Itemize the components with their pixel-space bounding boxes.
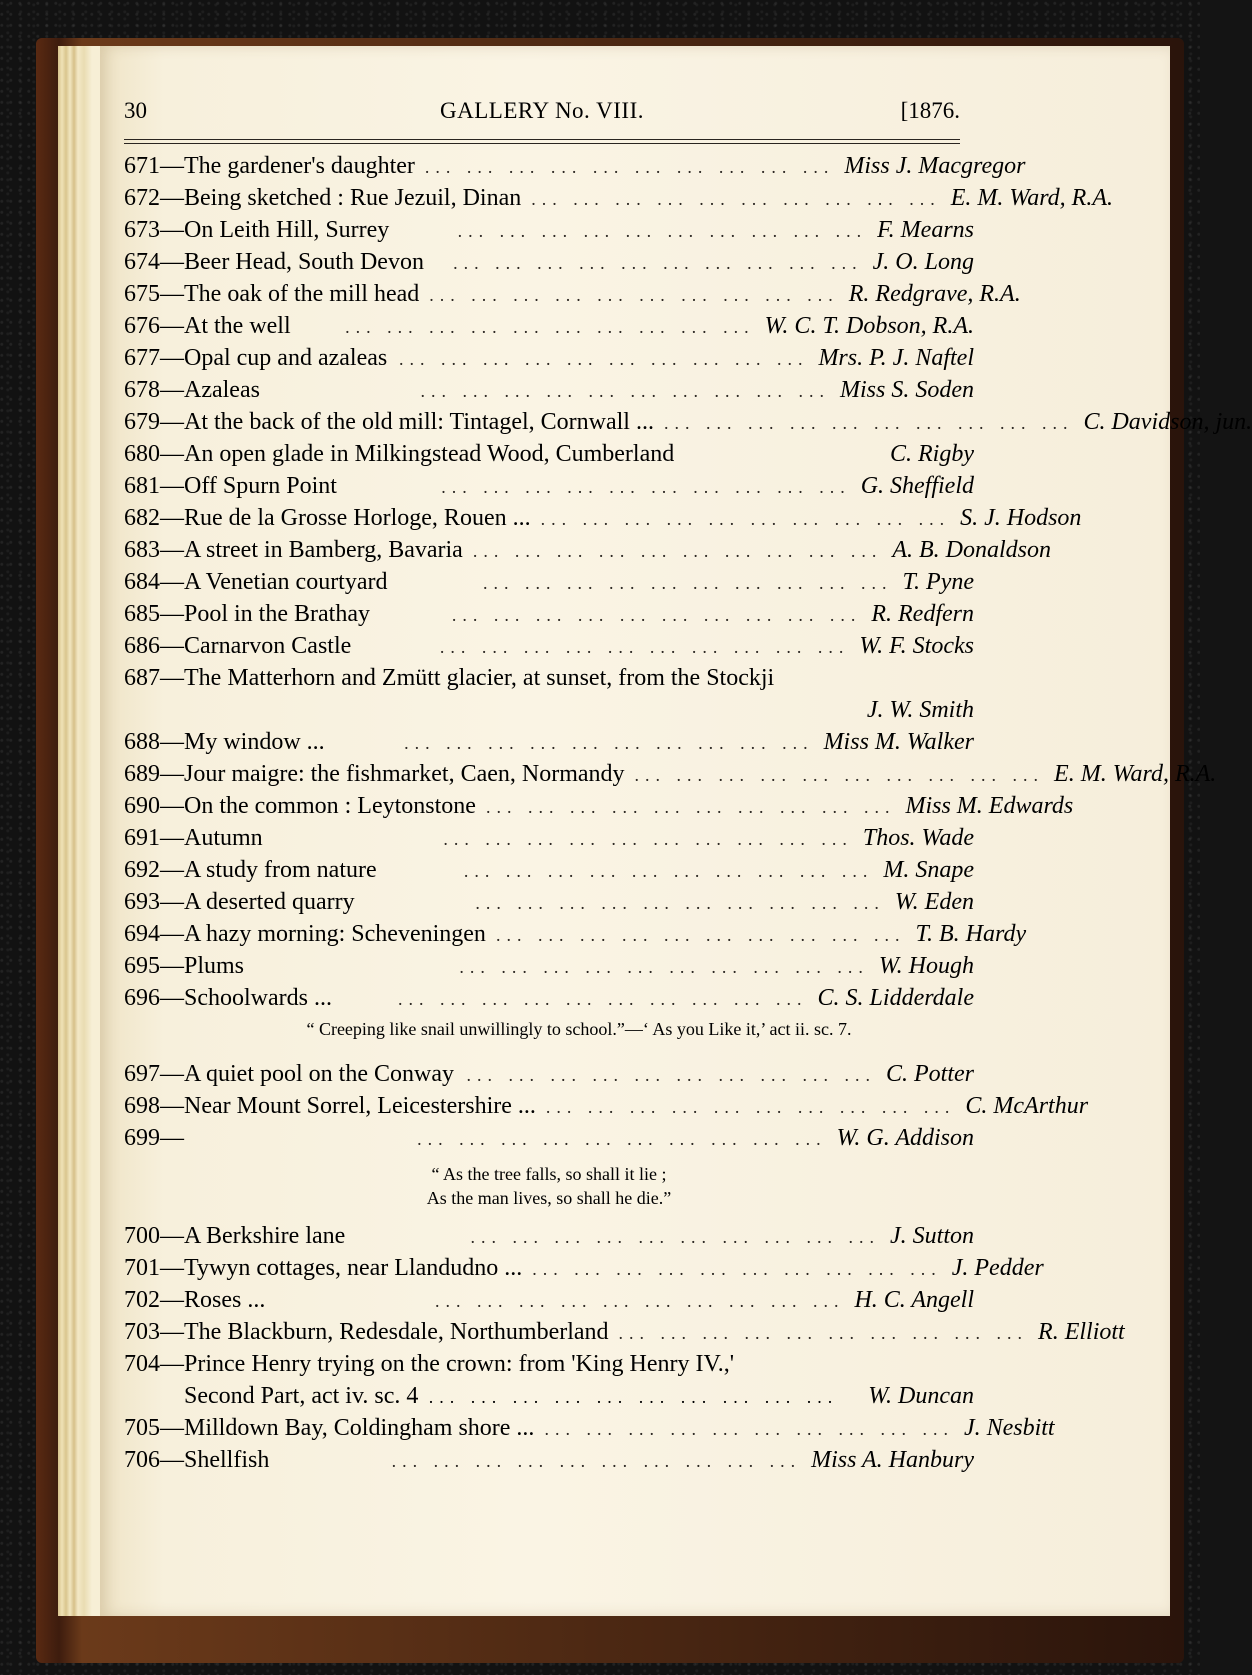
header-rule [124, 139, 960, 140]
entry-title: A Berkshire lane [184, 1223, 346, 1249]
entry-number: 689 [124, 761, 160, 787]
entry-artist: C. Potter [886, 1061, 974, 1087]
catalogue-entry [124, 1444, 974, 1476]
catalogue-entry [124, 918, 1027, 950]
entry-number: 696 [124, 985, 160, 1011]
entry-dash: — [160, 281, 184, 307]
entry-title: Plums [184, 953, 245, 979]
entry-number: 702 [124, 1287, 160, 1313]
catalogue-entry [124, 246, 974, 278]
leader-dots: ... ... ... ... ... ... ... ... ... ... [531, 189, 941, 209]
entry-artist: E. M. Ward, R.A. [950, 185, 1113, 211]
entry-artist: C. S. Lidderdale [817, 985, 974, 1011]
entry-title: On the common : Leytonstone [184, 793, 476, 819]
leader-dots: ... ... ... ... ... ... ... ... ... ... [545, 1097, 956, 1117]
leader-dots: ... ... ... ... ... ... ... ... ... ... [424, 157, 835, 177]
catalogue-entry [124, 1348, 974, 1380]
leader-dots: ... ... ... ... ... ... ... ... ... ... [532, 1259, 942, 1279]
entry-artist: J. O. Long [872, 249, 974, 275]
entry-artist: H. C. Angell [854, 1287, 974, 1313]
catalogue-entry [124, 1220, 974, 1252]
entry-title: The gardener's daughter [184, 153, 415, 179]
entry-title: At the back of the old mill: Tintagel, Cornwall ... [184, 409, 654, 435]
leader-dots: ... ... ... ... ... ... ... ... ... ... [663, 413, 1074, 433]
entry-title: Azaleas [184, 377, 260, 403]
entry-quote: “ Creeping like snail unwillingly to school.”—‘ As you Like it,’ act ii. sc. 7. [306, 1019, 852, 1039]
entry-dash: — [160, 1093, 184, 1119]
entry-title-continuation [124, 1380, 974, 1412]
entry-number: 694 [124, 921, 160, 947]
entry-dash: — [160, 1255, 184, 1281]
entry-title: At the well [184, 313, 291, 339]
quote-line: As the man lives, so shall he die.” [426, 1188, 672, 1208]
leader-dots: ... ... ... ... ... ... ... ... ... ... [459, 957, 869, 977]
entry-artist: Miss M. Walker [823, 729, 974, 755]
leader-dots: ... ... ... ... ... ... ... ... ... ... [472, 541, 883, 561]
leader-dots: ... ... ... ... ... ... ... ... ... ... [485, 797, 896, 817]
catalogue-entry [124, 150, 1026, 182]
entry-title: Milldown Bay, Coldingham shore ... [184, 1415, 535, 1441]
entry-title: Schoolwards ... [184, 985, 332, 1011]
catalogue-entry [124, 630, 974, 662]
entry-dash: — [160, 185, 184, 211]
entry-artist: J. W. Smith [866, 697, 974, 723]
entry-number: 678 [124, 377, 160, 403]
entry-dash: — [160, 473, 184, 499]
entry-number: 699 [124, 1125, 160, 1151]
entry-artist: C. McArthur [965, 1093, 1089, 1119]
entry-number: 671 [124, 153, 160, 179]
entry-title: Tywyn cottages, near Llandudno ... [184, 1255, 523, 1281]
entry-dash: — [160, 793, 184, 819]
entry-artist: Miss A. Hanbury [811, 1447, 974, 1473]
entry-artist: Thos. Wade [862, 825, 974, 851]
quote-line: “ As the tree falls, so shall it lie ; [431, 1164, 667, 1184]
entry-title: Pool in the Brathay [184, 601, 370, 627]
leader-dots: ... ... ... ... ... ... ... ... ... ... [618, 1323, 1029, 1343]
entry-dash: — [160, 761, 184, 787]
leader-dots: ... ... ... ... ... ... ... ... ... ... [345, 317, 755, 337]
catalogue-entry [124, 886, 974, 918]
entry-dash: — [160, 1223, 184, 1249]
entry-artist: E. M. Ward, R.A. [1054, 761, 1217, 787]
entry-title: Being sketched : Rue Jezuil, Dinan [184, 185, 522, 211]
leader-dots: ... ... ... ... ... ... ... ... ... ... [404, 733, 814, 753]
entry-dash: — [160, 921, 184, 947]
entry-title: A study from nature [184, 857, 377, 883]
entry-number: 688 [124, 729, 160, 755]
entry-artist: Miss M. Edwards [905, 793, 1074, 819]
entry-number: 683 [124, 537, 160, 563]
entry-number: 686 [124, 633, 160, 659]
entry-title: Autumn [184, 825, 263, 851]
entry-artist: W. G. Addison [836, 1125, 974, 1151]
leader-dots: ... ... ... ... ... ... ... ... ... ... [470, 1227, 880, 1247]
leader-dots: ... ... ... ... ... ... ... ... ... ... [443, 829, 853, 849]
entry-title: A Venetian courtyard [184, 569, 388, 595]
entry-title: A quiet pool on the Conway [184, 1061, 454, 1087]
entry-artist: J. Pedder [951, 1255, 1044, 1281]
leader-dots: ... ... ... ... ... ... ... ... ... ... [398, 349, 809, 369]
header-rule-thin [124, 143, 960, 144]
entry-dash: — [160, 345, 184, 371]
catalogue-entry [124, 470, 974, 502]
entry-title: A hazy morning: Scheveningen [184, 921, 486, 947]
entry-title: My window ... [184, 729, 325, 755]
catalogue-entry [124, 790, 1074, 822]
entry-dash: — [160, 889, 184, 915]
entry-dash: — [160, 953, 184, 979]
entry-number: 700 [124, 1223, 160, 1249]
entry-artist: J. Nesbitt [963, 1415, 1055, 1441]
entry-title: Off Spurn Point [184, 473, 337, 499]
entry-dash: — [160, 313, 184, 339]
entry-title: On Leith Hill, Surrey [184, 217, 390, 243]
entry-title: Carnarvon Castle [184, 633, 352, 659]
catalogue-entry [124, 1412, 1055, 1444]
entry-number: 705 [124, 1415, 160, 1441]
entry-dash: — [160, 857, 184, 883]
entry-dash: — [160, 217, 184, 243]
entry-number: 676 [124, 313, 160, 339]
entry-number: 698 [124, 1093, 160, 1119]
entry-dash: — [160, 985, 184, 1011]
entry-title-cont: Second Part, act iv. sc. 4 [184, 1383, 419, 1409]
leader-dots: ... ... ... ... ... ... ... ... ... ... [634, 765, 1045, 785]
leader-dots: ... ... ... ... ... ... ... ... ... ... [420, 381, 830, 401]
entry-dash: — [160, 1319, 184, 1345]
catalogue-entry [124, 374, 974, 406]
entry-number: 681 [124, 473, 160, 499]
entry-dash: — [160, 633, 184, 659]
entry-dash: — [160, 377, 184, 403]
catalogue-entry [124, 1058, 974, 1090]
entry-artist: C. Davidson, jun. [1083, 409, 1252, 435]
catalogue-entry [124, 406, 1252, 438]
entry-dash: — [160, 537, 184, 563]
entry-artist: J. Sutton [890, 1223, 974, 1249]
leader-dots: ... ... ... ... ... ... ... ... ... ... [482, 573, 893, 593]
entry-artist: Miss S. Soden [840, 377, 974, 403]
catalogue-entry [124, 502, 1082, 534]
entry-artist: R. Redfern [871, 601, 974, 627]
entry-number: 701 [124, 1255, 160, 1281]
entry-title: Prince Henry trying on the crown: from 'King Henry IV.,' [184, 1351, 735, 1377]
entry-title: Jour maigre: the fishmarket, Caen, Normandy [184, 761, 625, 787]
entry-artist: F. Mearns [877, 217, 974, 243]
entry-artist: S. J. Hodson [960, 505, 1082, 531]
entry-title: An open glade in Milkingstead Wood, Cumberland [184, 441, 675, 467]
entry-dash: — [160, 409, 184, 435]
leader-dots: ... ... ... ... ... ... ... ... ... ... [495, 925, 906, 945]
entry-artist: W. F. Stocks [859, 633, 974, 659]
entry-dash: — [160, 569, 184, 595]
entry-artist: T. Pyne [902, 569, 974, 595]
entry-number: 687 [124, 665, 160, 691]
entry-artist: Mrs. P. J. Naftel [818, 345, 974, 371]
entry-dash: — [160, 1125, 184, 1151]
page-number: 30 [124, 98, 147, 123]
entry-title: The Blackburn, Redesdale, Northumberland [184, 1319, 609, 1345]
entry-dash: — [160, 825, 184, 851]
leader-dots: ... ... ... ... ... ... ... ... ... ... [434, 1291, 845, 1311]
catalogue-entry [124, 278, 1021, 310]
entry-dash: — [160, 441, 184, 467]
entry-artist: R. Elliott [1038, 1319, 1125, 1345]
year: [1876. [900, 98, 960, 123]
entry-title: Roses ... [184, 1287, 266, 1313]
catalogue-entry [124, 214, 974, 246]
entry-number: 685 [124, 601, 160, 627]
entry-title: A street in Bamberg, Bavaria [184, 537, 463, 563]
entry-artist: W. C. T. Dobson, R.A. [764, 313, 974, 339]
entry-artist: Miss J. Macgregor [844, 153, 1026, 179]
leader-dots: ... ... ... ... ... ... ... ... ... ... [417, 1129, 827, 1149]
entry-artist: G. Sheffield [860, 473, 974, 499]
entry-number: 695 [124, 953, 160, 979]
entry-dash: — [160, 153, 184, 179]
entry-number: 691 [124, 825, 160, 851]
leader-dots: ... ... ... ... ... ... ... ... ... ... [544, 1419, 954, 1439]
leader-dots: ... ... ... ... ... ... ... ... ... ... [429, 285, 839, 305]
gallery-title: GALLERY No. VIII. [440, 98, 644, 123]
entry-title: The oak of the mill head [184, 281, 420, 307]
entry-number: 703 [124, 1319, 160, 1345]
catalogue-entry [124, 438, 974, 470]
catalogue-entry [124, 598, 974, 630]
entry-dash: — [160, 1415, 184, 1441]
leader-dots: ... ... ... ... ... ... ... ... ... ... [398, 989, 808, 1009]
entry-artist: W. Eden [894, 889, 974, 915]
leader-dots: ... ... ... ... ... ... ... ... ... ... [463, 861, 874, 881]
entry-number: 672 [124, 185, 160, 211]
leader-dots: ... ... ... ... ... ... ... ... ... ... [457, 221, 868, 241]
catalogue-entry [124, 310, 974, 342]
entry-artist: R. Redgrave, R.A. [848, 281, 1021, 307]
entry-number: 684 [124, 569, 160, 595]
entry-number: 675 [124, 281, 160, 307]
catalogue-entry [124, 758, 1217, 790]
catalogue-entry [124, 566, 974, 598]
entry-dash: — [160, 729, 184, 755]
catalogue-entry [124, 950, 974, 982]
entry-title: Near Mount Sorrel, Leicestershire ... [184, 1093, 536, 1119]
entry-quote [124, 1162, 974, 1210]
entry-artist: M. Snape [883, 857, 974, 883]
catalogue-entry [124, 726, 974, 758]
entry-dash: — [160, 665, 184, 691]
leader-dots: ... ... ... ... ... ... ... ... ... ... [439, 637, 850, 657]
entry-title: The Matterhorn and Zmütt glacier, at sunset, from the Stockji [184, 665, 775, 691]
entry-title: A deserted quarry [184, 889, 355, 915]
catalogue-entry [124, 1122, 974, 1154]
entry-number: 697 [124, 1061, 160, 1087]
leader-dots: ... ... ... ... ... ... ... ... ... ... [428, 1387, 839, 1407]
catalogue-entry [124, 822, 974, 854]
entry-title: Opal cup and azaleas [184, 345, 388, 371]
entry-number: 704 [124, 1351, 160, 1377]
catalogue-entry [124, 342, 974, 374]
catalogue-entry [124, 534, 1051, 566]
catalogue-entry [124, 1252, 1044, 1284]
spacer [124, 1044, 974, 1058]
catalogue-entry [124, 1284, 974, 1316]
catalogue-entry [124, 182, 1113, 214]
entry-number: 677 [124, 345, 160, 371]
entry-number: 674 [124, 249, 160, 275]
entry-dash: — [160, 601, 184, 627]
catalogue-entry [124, 1090, 1089, 1122]
entry-dash: — [160, 1061, 184, 1087]
leader-dots: ... ... ... ... ... ... ... ... ... ... [540, 509, 951, 529]
entry-artist: W. Duncan [868, 1383, 974, 1409]
entry-dash: — [160, 1447, 184, 1473]
entry-title: Shellfish [184, 1447, 270, 1473]
entry-title: Beer Head, South Devon [184, 249, 424, 275]
entry-dash: — [160, 1351, 184, 1377]
entry-number: 706 [124, 1447, 160, 1473]
leader-dots: ... ... ... ... ... ... ... ... ... ... [451, 605, 862, 625]
entry-number: 690 [124, 793, 160, 819]
catalogue-entries [124, 150, 1252, 1476]
entry-number: 673 [124, 217, 160, 243]
leader-dots: ... ... ... ... ... ... ... ... ... ... [441, 477, 851, 497]
entry-dash: — [160, 249, 184, 275]
leader-dots: ... ... ... ... ... ... ... ... ... ... [475, 893, 885, 913]
page-header [124, 98, 960, 134]
catalogue-entry [124, 1316, 1125, 1348]
catalogue-entry [124, 662, 974, 694]
entry-number: 680 [124, 441, 160, 467]
entry-number: 693 [124, 889, 160, 915]
entry-dash: — [160, 1287, 184, 1313]
catalogue-entry [124, 982, 974, 1014]
entry-title: Rue de la Grosse Horloge, Rouen ... [184, 505, 531, 531]
entry-artist-line [124, 694, 974, 726]
entry-artist: C. Rigby [890, 441, 974, 467]
leader-dots: ... ... ... ... ... ... ... ... ... ... [391, 1451, 802, 1471]
entry-dash: — [160, 505, 184, 531]
entry-artist: T. B. Hardy [915, 921, 1027, 947]
catalogue-entry [124, 854, 974, 886]
entry-number: 682 [124, 505, 160, 531]
entry-artist: W. Hough [878, 953, 974, 979]
entry-number: 679 [124, 409, 160, 435]
entry-artist: A. B. Donaldson [892, 537, 1051, 563]
leader-dots: ... ... ... ... ... ... ... ... ... ... [453, 253, 863, 273]
entry-number: 692 [124, 857, 160, 883]
leader-dots: ... ... ... ... ... ... ... ... ... ... [466, 1065, 876, 1085]
